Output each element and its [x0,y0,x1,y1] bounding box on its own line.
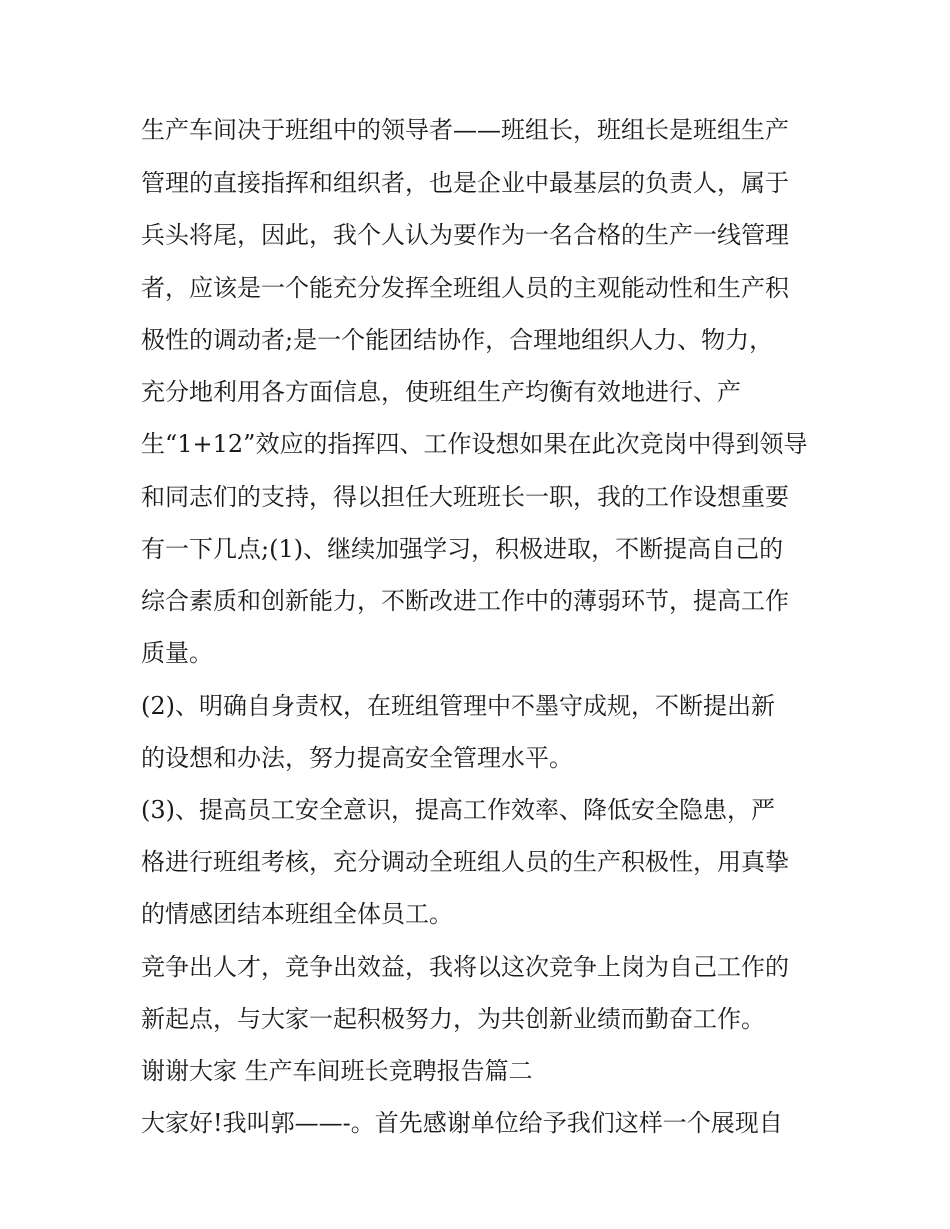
text-line: 质量。 [141,639,213,667]
text-line: 和同志们的支持，得以担任大班班长一职，我的工作设想重要 [141,483,789,511]
text-line: 极性的调动者;是一个能团结协作，合理地组织人力、物力， [141,326,774,354]
text-line: (2)、明确自身责权，在班组管理中不墨守成规，不断提出新 [141,692,775,720]
text-line: 新起点，与大家一起积极努力，为共创新业绩而勤奋工作。 [141,1005,765,1033]
text-line: (3)、提高员工安全意识，提高工作效率、降低安全隐患，严 [141,796,775,824]
text-line: 综合素质和创新能力，不断改进工作中的薄弱环节，提高工作 [141,587,789,615]
text-line: 充分地利用各方面信息，使班组生产均衡有效地进行、产 [141,378,741,406]
text-line: 大家好!我叫郭——-。首先感谢单位给予我们这样一个展现自 [141,1109,783,1137]
text-line: 生产车间决于班组中的领导者——班组长，班组长是班组生产 [141,116,789,144]
text-line: 兵头将尾，因此，我个人认为要作为一名合格的生产一线管理 [141,221,789,249]
text-line: 谢谢大家 生产车间班长竞聘报告篇二 [141,1057,533,1085]
text-line: 竞争出人才，竞争出效益，我将以这次竞争上岗为自己工作的 [141,953,789,981]
text-line: 的情感团结本班组全体员工。 [141,900,453,928]
text-line: 生“1+12”效应的指挥四、工作设想如果在此次竞岗中得到领导 [141,430,808,458]
text-line: 格进行班组考核，充分调动全班组人员的生产积极性，用真挚 [141,848,789,876]
text-line: 管理的直接指挥和组织者，也是企业中最基层的负责人，属于 [141,169,789,197]
text-line: 者，应该是一个能充分发挥全班组人员的主观能动性和生产积 [141,274,789,302]
text-line: 有一下几点;(1)、继续加强学习，积极进取，不断提高自己的 [141,535,784,563]
text-line: 的设想和办法，努力提高安全管理水平。 [141,744,573,772]
